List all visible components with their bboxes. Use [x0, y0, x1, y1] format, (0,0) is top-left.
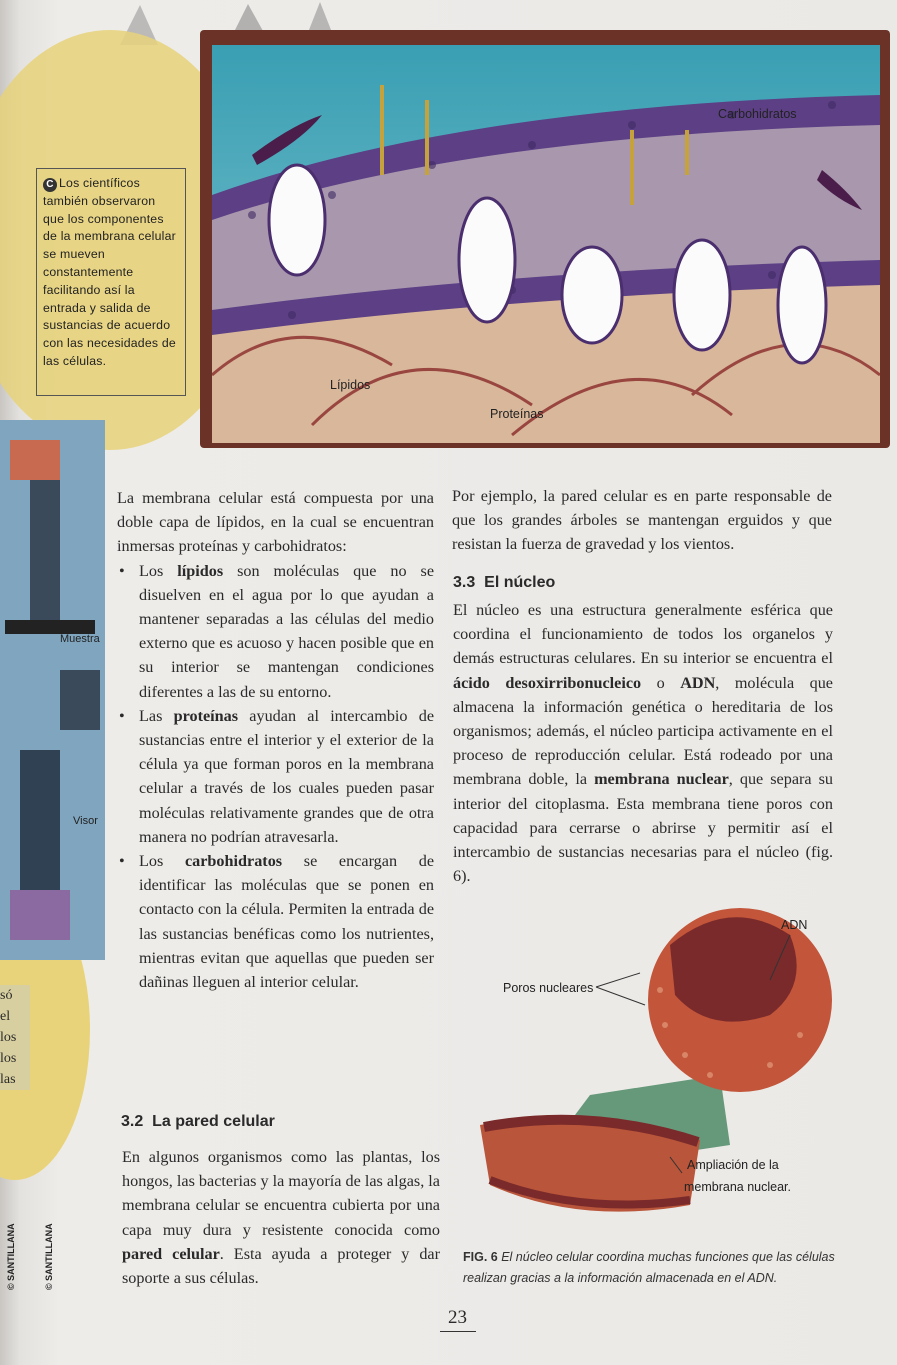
- right-paragraph-top: Por ejemplo, la pared celular es en parte responsable de que los grandes árboles se mantengan erguidos y que resistan la fuerza de gravedad y los vientos.: [452, 487, 832, 554]
- bullet-proteinas: [117, 704, 434, 849]
- bold-term: proteínas: [173, 706, 239, 725]
- poros-label: Poros nucleares: [503, 981, 594, 995]
- cut-word: los: [0, 1051, 17, 1066]
- figure-caption-box: [36, 168, 186, 396]
- bold-term: ácido desoxirribonucleico: [453, 673, 642, 692]
- ampliacion-label-1: Ampliación de la: [687, 1158, 779, 1172]
- page-number-underline: [440, 1331, 476, 1332]
- section-number: 3.2: [121, 1113, 144, 1130]
- pared-paragraph: [122, 1145, 440, 1290]
- figure-caption: [463, 1247, 843, 1289]
- nucleo-paragraph: [453, 598, 833, 888]
- proteinas-label: Proteínas: [490, 407, 544, 421]
- intro-paragraph: La membrana celular está compuesta por una doble capa de lípidos, en la cual se encuentran inmersas proteínas y carbohidratos:: [117, 489, 434, 556]
- publisher-mark: © SANTILLANA: [44, 1223, 54, 1290]
- figure-caption-text: El núcleo celular coordina muchas funciones que las células realizan gracias a la información almacenada en el ADN.: [463, 1250, 835, 1285]
- caption-letter-badge: C: [43, 178, 57, 192]
- bold-term: lípidos: [177, 561, 224, 580]
- cell-membrane-illustration: [212, 45, 880, 443]
- microscope-illustration: [0, 420, 105, 960]
- cut-word: el: [0, 1009, 11, 1024]
- text: En algunos organismos como las plantas, los hongos, las bacterias y la mayoría de las algas, la membrana celular se encuentra cubierta por una capa muy dura y resistente conocida como: [122, 1148, 440, 1239]
- cut-word: las: [0, 1072, 16, 1087]
- text: . Esta ayuda a proteger y dar soporte a sus células.: [122, 1244, 441, 1288]
- text: Los: [139, 852, 185, 871]
- section-heading-nucleo: [453, 574, 555, 592]
- cut-word: só: [0, 988, 13, 1003]
- text: , molécula que almacena la información genética o hereditaria de los organismos; además, el núcleo participa activamente en el proceso de reproducción celular. Está rodeado por una membrana doble, la: [453, 673, 833, 789]
- carbohidratos-label: Carbohidratos: [718, 107, 797, 121]
- text: ayudan al intercambio de sustancias entre el interior y el exterior de la célula ya que forman poros en la membrana celular a través de los cuales pueden pasar moléculas relativamente grandes que de otra manera no podrían atravesarla.: [139, 706, 435, 846]
- text: Las: [139, 706, 174, 725]
- section-heading-pared: [121, 1113, 275, 1131]
- text: El núcleo es una estructura generalmente esférica que coordina el funcionamiento de todos los organelos y demás estructuras celulares. En su interior se encuentra el: [453, 601, 833, 668]
- visor-label: Visor: [73, 815, 98, 827]
- section-title: El núcleo: [484, 574, 556, 591]
- cut-text-fragments: [0, 985, 30, 1090]
- bullet-lipidos: [117, 559, 434, 704]
- text: , que separa su interior del citoplasma. Esta membrana tiene poros con capacidad para cerrarse o abrirse y permitir así el intercambio de sustancias necesarias para el núcleo (fig. 6).: [453, 770, 833, 886]
- figure-number: FIG. 6: [463, 1250, 498, 1264]
- section-number: 3.3: [453, 574, 476, 591]
- adn-label: ADN: [781, 918, 808, 932]
- bold-term: membrana nuclear: [594, 770, 729, 789]
- nucleus-illustration: [470, 895, 870, 1245]
- bullet-carbohidratos: [117, 849, 434, 994]
- bold-term: ADN: [680, 673, 716, 692]
- page-number: 23: [448, 1307, 467, 1328]
- bold-term: carbohidratos: [184, 852, 283, 871]
- caption-text: Los científicos también observaron que los componentes de la membrana celular se mueven constantemente facilitando así la entrada y salida de sustancias de acuerdo con las necesidades de las células.: [43, 176, 176, 368]
- section-title: La pared celular: [152, 1113, 275, 1130]
- text: o: [641, 673, 681, 692]
- ampliacion-label-2: membrana nuclear.: [684, 1180, 792, 1194]
- muestra-label: Muestra: [60, 633, 100, 645]
- cut-word: los: [0, 1030, 17, 1045]
- text: se encargan de identificar las moléculas que se ponen en contacto con la célula. Permiten la entrada de las sustancias benéficas como los nutrientes, mientras evitan que aquellas que pueden ser dañinas lleguen al interior celular.: [139, 852, 435, 992]
- bold-term: pared celular: [122, 1244, 220, 1263]
- lipidos-label: Lípidos: [330, 378, 371, 392]
- text: son moléculas que no se disuelven en el agua por lo que ayudan a mantener separadas a las células del medio externo que es acuoso y hacen posible que en su interior se mantengan condiciones diferentes a las de su entorno.: [139, 561, 434, 701]
- text: Los: [139, 561, 178, 580]
- publisher-mark: © SANTILLANA: [6, 1223, 16, 1290]
- left-text-column: [117, 486, 434, 994]
